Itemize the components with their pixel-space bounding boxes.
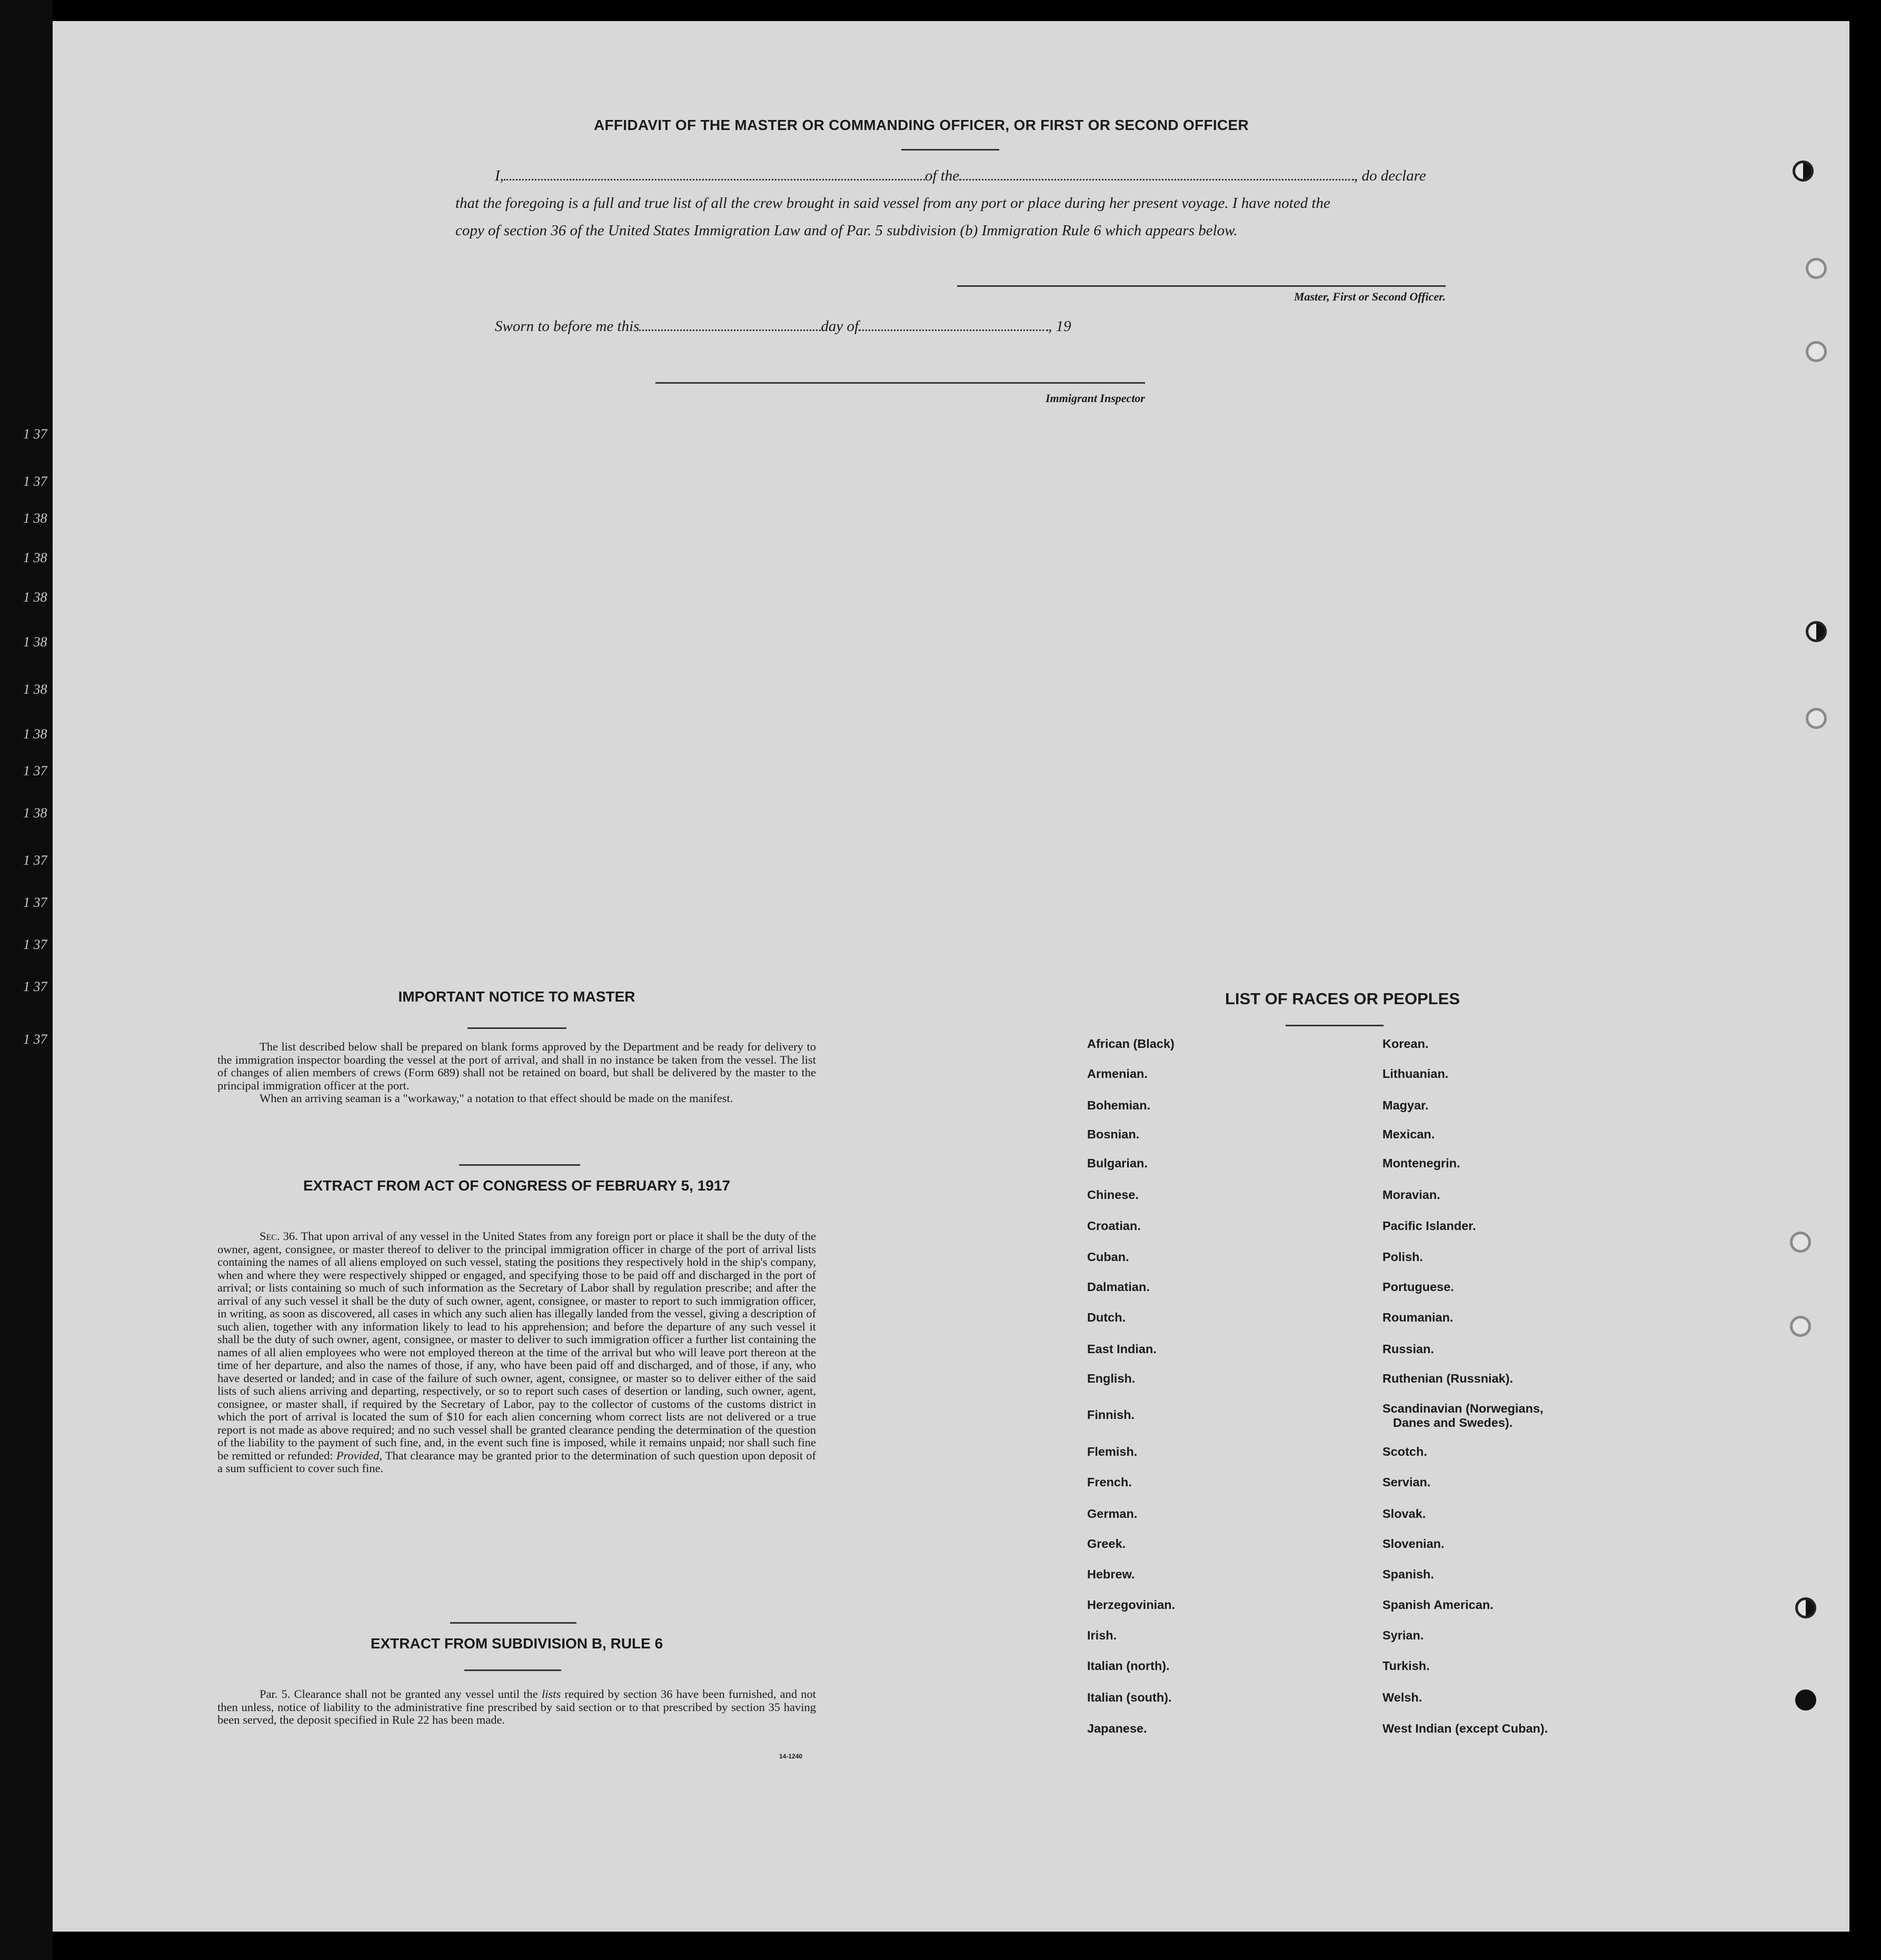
margin-mark: 1 38 [23, 726, 47, 742]
divider [467, 1027, 566, 1029]
margin-mark: 1 37 [23, 979, 47, 994]
race-item: Armenian. [1087, 1067, 1148, 1081]
notice-body: The list described below shall be prepared on blank forms approved by the Department and be ready for delivery to the immigration inspector boarding the vessel at the port of arrival, and shall in no instance be taken from the vessel. The list of changes of alien members of crews (Form 689) shall not be retained on board, but shall be delivered by the master to the principal immigration officer at the port. When an arriving seaman is a "workaway," a notation to that effect should be made on the manifest. [217, 1040, 816, 1105]
margin-mark: 1 38 [23, 550, 47, 565]
margin-mark: 1 37 [23, 426, 47, 442]
race-item: Dalmatian. [1087, 1280, 1150, 1294]
affidavit-text-line3: copy of section 36 of the United States Immigration Law and of Par. 5 subdivision (b) Immigration Rule 6 which appears below. [455, 222, 1238, 239]
race-item: Bohemian. [1087, 1098, 1151, 1112]
margin-mark: 1 38 [23, 805, 47, 821]
race-item: Finnish. [1087, 1408, 1135, 1422]
act-extract-body: Sec. 36. That upon arrival of any vessel in the United States from any foreign port or place it shall be the duty of the owner, agent, consignee, or master thereof to deliver to the principal immigration officer in charge of the port of arrival lists containing the names of all aliens employed on such vessel, stating the positions they respectively hold in the ship's company, when and where they were respectively shipped or engaged, and specifying those to be paid off and discharged in the port of arrival; or lists containing so much of such information as the Secretary of Labor shall by regulation prescribe; and after the arrival of any such vessel it shall be the duty of such owner, agent, consignee, or master to report to such immigration officer, in writing, as soon as discovered, all cases in which any such alien has illegally landed from the vessel, giving a description of such alien, together with any information likely to lead to his apprehension; and before the departure of any such vessel it shall be the duty of such owner, agent, consignee, or master to deliver to such immigration officer a further list containing the names of all alien employees who were not employed thereon at the time of the arrival but who will leave port thereon at the time of her departure, and also the names of those, if any, who have been paid off and discharged, and of those, if any, who have deserted or landed; and in case of the failure of such owner, agent, consignee, or master so to deliver either of the said lists of such aliens arriving and departing, respectively, or so to report such cases of desertion or landing, such owner, agent, consignee, or master shall, if required by the Secretary of Labor, pay to the collector of customs of the customs district in which the port of arrival is located the sum of $10 for each alien concerning whom correct lists are not delivered or a true report is not made as above required; and no such vessel shall be granted clearance pending the determination of the question of the liability to the payment of such fine, and, in the event such fine is imposed, while it remains unpaid; nor shall such fine be remitted or refunded: Provided, That clearance may be granted prior to the determination of such question upon deposit of a sum sufficient to cover such fine. [217, 1229, 817, 1475]
month-field[interactable] [859, 318, 1048, 331]
punch-hole-icon [1806, 708, 1827, 729]
inspector-signature-line[interactable] [655, 382, 1145, 384]
race-item: East Indian. [1087, 1342, 1157, 1356]
race-item: Welsh. [1382, 1691, 1422, 1704]
race-item: Korean. [1382, 1037, 1429, 1051]
punch-hole-icon [1790, 1232, 1811, 1253]
race-item: Lithuanian. [1382, 1067, 1449, 1081]
race-item: Cuban. [1087, 1250, 1129, 1264]
act-extract-title: EXTRACT FROM ACT OF CONGRESS OF FEBRUARY 5, 1917 [303, 1177, 731, 1194]
punch-hole-icon [1795, 1597, 1816, 1618]
punch-hole-icon [1806, 621, 1827, 642]
race-item: English. [1087, 1372, 1136, 1385]
race-item: Japanese. [1087, 1722, 1147, 1735]
margin-mark: 1 37 [23, 937, 47, 952]
margin-mark: 1 37 [23, 853, 47, 868]
race-item: Servian. [1382, 1475, 1431, 1489]
race-item: Montenegrin. [1382, 1156, 1460, 1170]
race-item: Irish. [1087, 1628, 1117, 1642]
margin-mark: 1 38 [23, 634, 47, 649]
race-item: Turkish. [1382, 1659, 1430, 1673]
divider [901, 149, 999, 151]
race-item: Chinese. [1087, 1188, 1139, 1202]
affidavit-title: AFFIDAVIT OF THE MASTER OR COMMANDING OFFICER, OR FIRST OR SECOND OFFICER [593, 117, 1249, 133]
margin-mark: 1 37 [23, 763, 47, 778]
race-item: West Indian (except Cuban). [1382, 1722, 1548, 1735]
race-item: Slovak. [1382, 1507, 1426, 1521]
race-item: Magyar. [1382, 1098, 1429, 1112]
race-item: Flemish. [1087, 1445, 1138, 1458]
race-item: Pacific Islander. [1382, 1219, 1476, 1233]
race-item: Spanish American. [1382, 1598, 1494, 1612]
rule-extract-title: EXTRACT FROM SUBDIVISION B, RULE 6 [370, 1635, 663, 1652]
race-item: French. [1087, 1475, 1132, 1489]
race-item: Hebrew. [1087, 1567, 1135, 1581]
races-title: LIST OF RACES OR PEOPLES [1225, 989, 1460, 1008]
race-item: Portuguese. [1382, 1280, 1454, 1294]
day-field[interactable] [639, 318, 821, 331]
race-item: German. [1087, 1507, 1138, 1521]
punch-hole-icon [1806, 258, 1827, 279]
race-item: Polish. [1382, 1250, 1424, 1264]
affidavit-declaration-line: I, of the , do declare [495, 167, 1426, 184]
margin-mark: 1 38 [23, 511, 47, 526]
notice-title: IMPORTANT NOTICE TO MASTER [398, 988, 635, 1005]
punch-hole-icon [1793, 161, 1814, 182]
race-item: Syrian. [1382, 1628, 1424, 1642]
race-item: African (Black) [1087, 1037, 1175, 1051]
race-item: Scandinavian (Norwegians, [1382, 1402, 1544, 1415]
vessel-field[interactable] [959, 167, 1354, 181]
race-item: Roumanian. [1382, 1311, 1454, 1324]
race-item: Scotch. [1382, 1445, 1427, 1458]
affidavit-text-line2: that the foregoing is a full and true list of all the crew brought in said vessel from any port or place during her present voyage. I have noted the [455, 195, 1330, 212]
rule-extract-body: Par. 5. Clearance shall not be granted any vessel until the lists required by section 36 have been furnished, and not then unless, notice of liability to the administrative fine prescribed by said section or to that prescribed by section 35 having been served, the deposit specified in Rule 22 has been made. [217, 1687, 817, 1726]
sworn-line: Sworn to before me this day of , 19 [495, 318, 1071, 335]
punch-hole-icon [1795, 1689, 1816, 1711]
form-number: 14-1240 [779, 1753, 803, 1760]
race-item: Italian (south). [1087, 1691, 1172, 1704]
race-item: Bosnian. [1087, 1127, 1140, 1141]
punch-hole-icon [1790, 1316, 1811, 1337]
race-item: Herzegovinian. [1087, 1598, 1176, 1612]
race-item: Russian. [1382, 1342, 1434, 1356]
punch-hole-icon [1806, 341, 1827, 362]
inspector-signature-label: Immigrant Inspector [1046, 392, 1145, 405]
race-item: Croatian. [1087, 1219, 1141, 1233]
margin-mark: 1 37 [23, 895, 47, 910]
margin-mark: 1 37 [23, 1032, 47, 1047]
race-item: Spanish. [1382, 1567, 1434, 1581]
name-field[interactable] [504, 167, 925, 181]
margin-mark: 1 38 [23, 589, 47, 605]
race-item: Ruthenian (Russniak). [1382, 1372, 1514, 1385]
divider [1286, 1025, 1384, 1026]
race-item: Moravian. [1382, 1188, 1440, 1202]
divider [450, 1622, 576, 1624]
race-item: Mexican. [1382, 1127, 1435, 1141]
race-item: Dutch. [1087, 1311, 1126, 1324]
race-item: Slovenian. [1382, 1537, 1445, 1551]
margin-mark: 1 38 [23, 682, 47, 697]
divider [459, 1164, 580, 1166]
race-item: Bulgarian. [1087, 1156, 1148, 1170]
divider [464, 1669, 561, 1671]
race-item-continued: Danes and Swedes). [1393, 1416, 1513, 1429]
master-signature-line[interactable] [957, 285, 1446, 287]
race-item: Italian (north). [1087, 1659, 1170, 1673]
race-item: Greek. [1087, 1537, 1126, 1551]
master-signature-label: Master, First or Second Officer. [1293, 290, 1446, 303]
margin-mark: 1 37 [23, 474, 47, 489]
